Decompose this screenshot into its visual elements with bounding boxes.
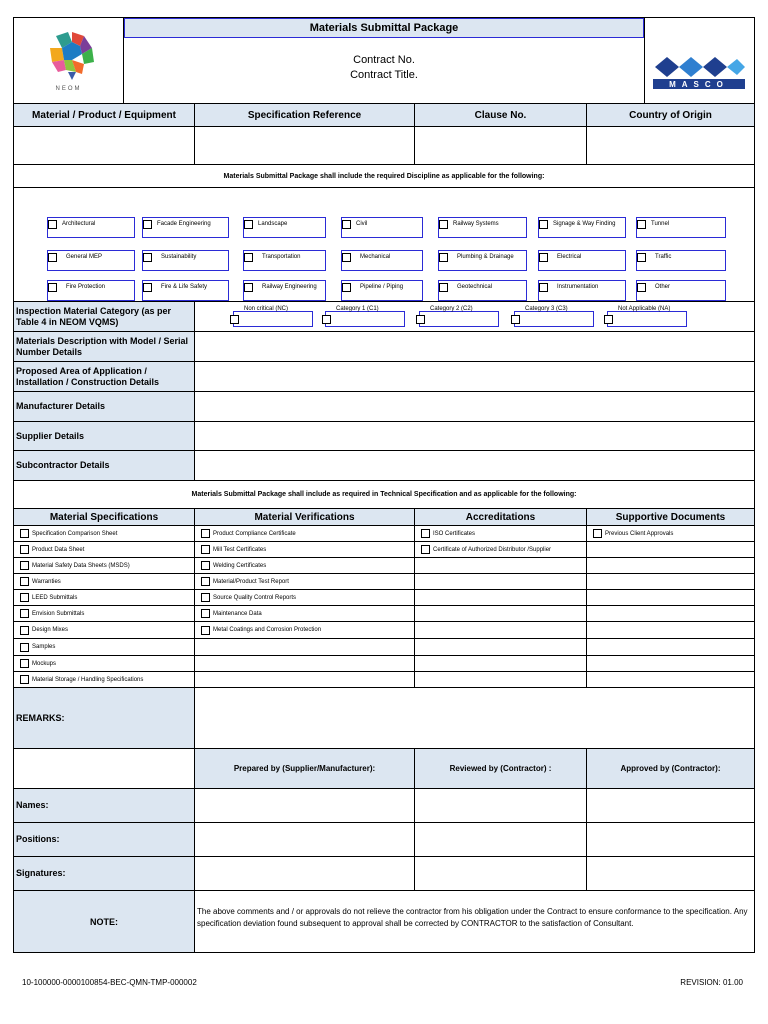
tech-row bbox=[13, 590, 755, 606]
tech-item-checkbox[interactable] bbox=[20, 529, 29, 538]
signoff-corner bbox=[14, 749, 195, 788]
tech-item-label: ISO Certificates bbox=[433, 530, 476, 537]
discipline-option[interactable] bbox=[341, 217, 423, 238]
discipline-label: Electrical bbox=[557, 254, 582, 260]
remarks-field[interactable] bbox=[195, 688, 754, 748]
tech-cell bbox=[14, 526, 195, 541]
tech-item-label: Previous Client Approvals bbox=[605, 530, 674, 537]
discipline-option[interactable] bbox=[538, 217, 626, 238]
approved-position-field[interactable] bbox=[587, 823, 754, 856]
tech-item-checkbox[interactable] bbox=[421, 529, 430, 538]
area-row bbox=[13, 362, 755, 392]
discipline-label: Railway Systems bbox=[453, 221, 499, 227]
tech-item-label: Material Safety Data Sheets (MSDS) bbox=[32, 562, 130, 569]
tech-item-label: Mill Test Certificates bbox=[213, 546, 267, 553]
tech-item-label: Welding Certificates bbox=[213, 562, 267, 569]
discipline-checkbox[interactable] bbox=[439, 253, 448, 262]
signatures-row bbox=[13, 857, 755, 891]
discipline-label: Geotechnical bbox=[457, 284, 493, 290]
tech-item-checkbox[interactable] bbox=[20, 545, 29, 554]
inspection-category-label: Non critical (NC) bbox=[244, 306, 289, 312]
area-label: Proposed Area of Application / Installation / Construction Details bbox=[14, 362, 195, 391]
tech-item-label: Envision Submittals bbox=[32, 610, 85, 617]
manufacturer-label: Manufacturer Details bbox=[14, 392, 195, 421]
tech-cell bbox=[14, 639, 195, 655]
tech-item-checkbox[interactable] bbox=[20, 561, 29, 570]
discipline-checkbox[interactable] bbox=[637, 283, 646, 292]
reviewed-signature-field[interactable] bbox=[415, 857, 587, 890]
tech-cell bbox=[195, 558, 415, 573]
tech-cell bbox=[415, 622, 587, 638]
tech-item[interactable] bbox=[195, 542, 414, 557]
tech-cell bbox=[587, 526, 754, 541]
tech-cell bbox=[14, 622, 195, 638]
discipline-checkbox[interactable] bbox=[48, 283, 57, 292]
discipline-checkbox[interactable] bbox=[143, 283, 152, 292]
tech-cell bbox=[587, 672, 754, 687]
tech-item-checkbox[interactable] bbox=[593, 529, 602, 538]
description-row bbox=[13, 332, 755, 362]
discipline-grid bbox=[13, 188, 755, 302]
discipline-checkbox[interactable] bbox=[342, 220, 351, 229]
discipline-label: Instrumentation bbox=[557, 284, 599, 290]
col-clause: Clause No. bbox=[415, 104, 587, 126]
tech-item-checkbox[interactable] bbox=[201, 577, 210, 586]
discipline-checkbox[interactable] bbox=[244, 283, 253, 292]
tech-item[interactable] bbox=[14, 639, 194, 655]
supplier-label: Supplier Details bbox=[14, 422, 195, 450]
inspection-category-label: Category 3 (C3) bbox=[525, 306, 568, 312]
discipline-checkbox[interactable] bbox=[539, 253, 548, 262]
tech-item-checkbox[interactable] bbox=[201, 626, 210, 635]
inspection-categories bbox=[195, 302, 754, 331]
approved-name-field[interactable] bbox=[587, 789, 754, 822]
discipline-note: Materials Submittal Package shall include the required Discipline as applicable for the following: bbox=[13, 165, 755, 188]
tech-row bbox=[13, 574, 755, 590]
tech-item-label: Source Quality Control Reports bbox=[213, 594, 297, 601]
discipline-option[interactable] bbox=[243, 280, 326, 301]
tech-cell bbox=[195, 672, 415, 687]
tech-item[interactable] bbox=[195, 622, 414, 638]
discipline-checkbox[interactable] bbox=[539, 283, 548, 292]
tech-item[interactable] bbox=[14, 622, 194, 638]
tech-rows bbox=[13, 526, 755, 688]
discipline-label: Mechanical bbox=[360, 254, 391, 260]
discipline-label: Plumbing & Drainage bbox=[457, 254, 514, 260]
inspection-category-checkbox[interactable] bbox=[230, 315, 239, 324]
subcontractor-field[interactable] bbox=[195, 451, 754, 480]
tech-cell bbox=[195, 656, 415, 671]
tech-item-label: Samples bbox=[32, 644, 56, 650]
tech-cell bbox=[195, 574, 415, 589]
discipline-checkbox[interactable] bbox=[244, 220, 253, 229]
tech-item[interactable] bbox=[14, 574, 194, 589]
discipline-option[interactable] bbox=[341, 250, 423, 271]
subcontractor-row bbox=[13, 451, 755, 481]
tech-cell bbox=[195, 639, 415, 655]
discipline-label: Fire & Life Safety bbox=[161, 284, 208, 290]
material-headers-row bbox=[13, 104, 755, 127]
signatures-label: Signatures: bbox=[14, 857, 195, 890]
tech-item-label: Certificate of Authorized Distributor /Supplier bbox=[433, 546, 552, 553]
tech-item-label: LEED Submittals bbox=[32, 594, 78, 601]
inspection-label: Inspection Material Category (as per Table 4 in NEOM VQMS) bbox=[14, 302, 195, 331]
tech-cell bbox=[195, 590, 415, 605]
tech-item-checkbox[interactable] bbox=[201, 561, 210, 570]
tech-item[interactable] bbox=[195, 558, 414, 573]
discipline-label: Signage & Way Finding bbox=[553, 221, 616, 227]
tech-cell bbox=[14, 590, 195, 605]
tech-cell bbox=[587, 590, 754, 605]
col-spec-ref: Specification Reference bbox=[195, 104, 415, 126]
discipline-label: Sustainability bbox=[161, 254, 197, 260]
positions-row bbox=[13, 823, 755, 857]
tech-item-checkbox[interactable] bbox=[201, 529, 210, 538]
inspection-category-option[interactable] bbox=[233, 306, 313, 327]
inspection-category-label: Not Applicable (NA) bbox=[618, 306, 671, 312]
discipline-checkbox[interactable] bbox=[439, 283, 448, 292]
discipline-option[interactable] bbox=[438, 280, 527, 301]
inspection-category-checkbox[interactable] bbox=[511, 315, 520, 324]
material-field[interactable] bbox=[14, 127, 195, 164]
neom-logo-cell bbox=[14, 18, 124, 103]
tech-item-checkbox[interactable] bbox=[421, 545, 430, 554]
tech-cell bbox=[587, 639, 754, 655]
discipline-option[interactable] bbox=[142, 280, 229, 301]
signoff-header-row bbox=[13, 749, 755, 789]
tech-cell bbox=[415, 526, 587, 541]
discipline-option[interactable] bbox=[636, 250, 726, 271]
reviewed-name-field[interactable] bbox=[415, 789, 587, 822]
discipline-option[interactable] bbox=[538, 250, 626, 271]
tech-cell bbox=[14, 574, 195, 589]
form-title: Materials Submittal Package bbox=[124, 18, 644, 38]
note-text: The above comments and / or approvals do not relieve the contractor from his obligation under the Contract to ensure conformance to the specification. Any specification deviation found subsequent to approval shall be corrected by CONTRACTOR to the satisfaction of Consultant. bbox=[197, 907, 748, 928]
note-label: NOTE: bbox=[14, 891, 195, 952]
tech-row bbox=[13, 558, 755, 574]
discipline-option[interactable] bbox=[636, 280, 726, 301]
discipline-option[interactable] bbox=[636, 217, 726, 238]
tech-item-checkbox[interactable] bbox=[201, 593, 210, 602]
contract-no: Contract No. bbox=[353, 54, 415, 66]
prepared-by-label: Prepared by (Supplier/Manufacturer): bbox=[195, 749, 415, 788]
tech-item-label: Material Storage / Handling Specifications bbox=[32, 676, 144, 683]
tech-item[interactable] bbox=[195, 606, 414, 621]
discipline-checkbox[interactable] bbox=[244, 253, 253, 262]
inspection-category-label: Category 2 (C2) bbox=[430, 306, 473, 312]
doc-number: 10-100000-0000100854-BEC-QMN-TMP-000002 bbox=[22, 978, 197, 987]
tech-item-label: Metal Coatings and Corrosion Protection bbox=[213, 627, 322, 633]
masco-logo-icon bbox=[651, 51, 747, 91]
inspection-row bbox=[13, 302, 755, 332]
origin-field[interactable] bbox=[587, 127, 754, 164]
tech-cell bbox=[415, 542, 587, 557]
tech-item-checkbox[interactable] bbox=[201, 609, 210, 618]
masco-logo-cell bbox=[644, 18, 754, 103]
approved-by-label: Approved by (Contractor): bbox=[587, 749, 754, 788]
discipline-checkbox[interactable] bbox=[342, 283, 351, 292]
tech-item[interactable] bbox=[415, 542, 586, 557]
discipline-checkbox[interactable] bbox=[342, 253, 351, 262]
tech-item-label: Design Mixes bbox=[32, 627, 69, 633]
tech-cell bbox=[415, 639, 587, 655]
tech-item[interactable] bbox=[14, 526, 194, 541]
tech-item-label: Maintenance Data bbox=[213, 610, 262, 617]
discipline-label: General MEP bbox=[66, 254, 103, 260]
discipline-label: Architectural bbox=[62, 221, 96, 227]
spec-ref-field[interactable] bbox=[195, 127, 415, 164]
area-field[interactable] bbox=[195, 362, 754, 391]
tech-item-label: Warranties bbox=[32, 578, 61, 585]
tech-cell bbox=[195, 606, 415, 621]
supplier-field[interactable] bbox=[195, 422, 754, 450]
tech-headers-row bbox=[13, 509, 755, 526]
tech-cell bbox=[587, 622, 754, 638]
discipline-option[interactable] bbox=[142, 250, 229, 271]
tech-item-checkbox[interactable] bbox=[201, 545, 210, 554]
inspection-category-option[interactable] bbox=[607, 306, 687, 327]
tech-cell bbox=[14, 672, 195, 687]
technical-note: Materials Submittal Package shall include as required in Technical Specification and as applicable for the following: bbox=[13, 481, 755, 509]
positions-label: Positions: bbox=[14, 823, 195, 856]
discipline-option[interactable] bbox=[243, 217, 326, 238]
names-row bbox=[13, 789, 755, 823]
discipline-label: Railway Engineering bbox=[262, 284, 317, 290]
tech-item[interactable] bbox=[14, 590, 194, 605]
inspection-category-option[interactable] bbox=[514, 306, 594, 327]
discipline-option[interactable] bbox=[243, 250, 326, 271]
tech-item[interactable] bbox=[415, 526, 586, 541]
tech-cell bbox=[195, 526, 415, 541]
tech-item[interactable] bbox=[14, 558, 194, 573]
tech-item-label: Mockups bbox=[32, 660, 57, 667]
manufacturer-field[interactable] bbox=[195, 392, 754, 421]
col-origin: Country of Origin bbox=[587, 104, 754, 126]
tech-item-checkbox[interactable] bbox=[20, 659, 29, 668]
tech-row bbox=[13, 606, 755, 622]
discipline-option[interactable] bbox=[47, 280, 135, 301]
tech-item-checkbox[interactable] bbox=[20, 626, 29, 635]
inspection-category-option[interactable] bbox=[325, 306, 405, 327]
tech-item-label: Product Data Sheet bbox=[32, 546, 85, 553]
tech-cell bbox=[14, 542, 195, 557]
tech-item[interactable] bbox=[587, 526, 754, 541]
header-center bbox=[124, 18, 644, 103]
discipline-label: Landscape bbox=[258, 221, 288, 227]
tech-cell bbox=[14, 558, 195, 573]
discipline-label: Civil bbox=[356, 221, 368, 227]
prepared-name-field[interactable] bbox=[195, 789, 415, 822]
discipline-checkbox[interactable] bbox=[48, 253, 57, 262]
tech-item-checkbox[interactable] bbox=[20, 577, 29, 586]
tech-cell bbox=[14, 656, 195, 671]
tech-item[interactable] bbox=[14, 672, 194, 687]
tech-cell bbox=[587, 606, 754, 621]
tech-item-label: Specification Comparison Sheet bbox=[32, 530, 118, 537]
tech-row bbox=[13, 639, 755, 656]
discipline-option[interactable] bbox=[142, 217, 229, 238]
discipline-option[interactable] bbox=[438, 217, 527, 238]
tech-row bbox=[13, 672, 755, 688]
tech-item[interactable] bbox=[14, 656, 194, 671]
discipline-checkbox[interactable] bbox=[637, 253, 646, 262]
tech-item[interactable] bbox=[195, 526, 414, 541]
tech-cell bbox=[587, 558, 754, 573]
tech-cell bbox=[195, 622, 415, 638]
discipline-label: Other bbox=[655, 284, 671, 290]
tech-item-label: Material/Product Test Report bbox=[213, 578, 289, 585]
header-block bbox=[13, 17, 755, 104]
tech-row bbox=[13, 526, 755, 542]
discipline-option[interactable] bbox=[538, 280, 626, 301]
discipline-checkbox[interactable] bbox=[439, 220, 448, 229]
contract-title: Contract Title. bbox=[350, 69, 418, 81]
tech-header-accreditations: Accreditations bbox=[415, 509, 587, 525]
reviewed-position-field[interactable] bbox=[415, 823, 587, 856]
remarks-row bbox=[13, 688, 755, 749]
discipline-label: Tunnel bbox=[651, 221, 670, 227]
names-label: Names: bbox=[14, 789, 195, 822]
manufacturer-row bbox=[13, 392, 755, 422]
prepared-signature-field[interactable] bbox=[195, 857, 415, 890]
tech-cell bbox=[415, 574, 587, 589]
reviewed-by-label: Reviewed by (Contractor) : bbox=[415, 749, 587, 788]
tech-cell bbox=[415, 606, 587, 621]
discipline-option[interactable] bbox=[47, 217, 135, 238]
discipline-checkbox[interactable] bbox=[539, 220, 548, 229]
tech-header-verifications: Material Verifications bbox=[195, 509, 415, 525]
col-material: Material / Product / Equipment bbox=[14, 104, 195, 126]
discipline-option[interactable] bbox=[47, 250, 135, 271]
inspection-category-checkbox[interactable] bbox=[604, 315, 613, 324]
discipline-label: Facade Engineering bbox=[157, 221, 211, 227]
tech-header-supportive: Supportive Documents bbox=[587, 509, 754, 525]
subcontractor-label: Subcontractor Details bbox=[14, 451, 195, 480]
prepared-position-field[interactable] bbox=[195, 823, 415, 856]
neom-logo-text: NEOM bbox=[55, 86, 82, 92]
revision: REVISION: 01.00 bbox=[680, 978, 743, 987]
tech-item[interactable] bbox=[195, 574, 414, 589]
description-field[interactable] bbox=[195, 332, 754, 361]
discipline-option[interactable] bbox=[438, 250, 527, 271]
tech-item-checkbox[interactable] bbox=[20, 609, 29, 618]
discipline-checkbox[interactable] bbox=[48, 220, 57, 229]
discipline-label: Pipeline / Piping bbox=[360, 284, 404, 290]
discipline-label: Traffic bbox=[655, 254, 672, 260]
tech-header-specs: Material Specifications bbox=[14, 509, 195, 525]
tech-cell bbox=[587, 656, 754, 671]
tech-row bbox=[13, 656, 755, 672]
note-row bbox=[13, 891, 755, 953]
inspection-category-label: Category 1 (C1) bbox=[336, 306, 379, 312]
tech-cell bbox=[587, 542, 754, 557]
inspection-category-checkbox[interactable] bbox=[322, 315, 331, 324]
submittal-form bbox=[13, 17, 755, 953]
tech-cell bbox=[587, 574, 754, 589]
inspection-category-option[interactable] bbox=[419, 306, 499, 327]
inspection-category-checkbox[interactable] bbox=[416, 315, 425, 324]
discipline-checkbox[interactable] bbox=[143, 220, 152, 229]
tech-item-checkbox[interactable] bbox=[20, 643, 29, 652]
tech-item[interactable] bbox=[14, 542, 194, 557]
tech-row bbox=[13, 542, 755, 558]
description-label: Materials Description with Model / Serial Number Details bbox=[14, 332, 195, 361]
tech-cell bbox=[415, 558, 587, 573]
tech-item[interactable] bbox=[14, 606, 194, 621]
discipline-label: Fire Protection bbox=[66, 284, 106, 290]
tech-item[interactable] bbox=[195, 590, 414, 605]
discipline-checkbox[interactable] bbox=[637, 220, 646, 229]
tech-cell bbox=[14, 606, 195, 621]
tech-item-label: Product Compliance Certificate bbox=[213, 530, 296, 537]
discipline-label: Transportation bbox=[262, 254, 301, 260]
tech-item-checkbox[interactable] bbox=[20, 675, 29, 684]
remarks-label: REMARKS: bbox=[14, 688, 195, 748]
tech-cell bbox=[415, 672, 587, 687]
tech-row bbox=[13, 622, 755, 639]
neom-logo-icon bbox=[42, 28, 102, 83]
approved-signature-field[interactable] bbox=[587, 857, 754, 890]
tech-cell bbox=[415, 590, 587, 605]
tech-item-checkbox[interactable] bbox=[20, 593, 29, 602]
tech-cell bbox=[195, 542, 415, 557]
discipline-option[interactable] bbox=[341, 280, 423, 301]
material-values-row bbox=[13, 127, 755, 165]
clause-field[interactable] bbox=[415, 127, 587, 164]
tech-cell bbox=[415, 656, 587, 671]
supplier-row bbox=[13, 422, 755, 451]
masco-logo-text: MASCO bbox=[669, 80, 729, 89]
discipline-checkbox[interactable] bbox=[143, 253, 152, 262]
